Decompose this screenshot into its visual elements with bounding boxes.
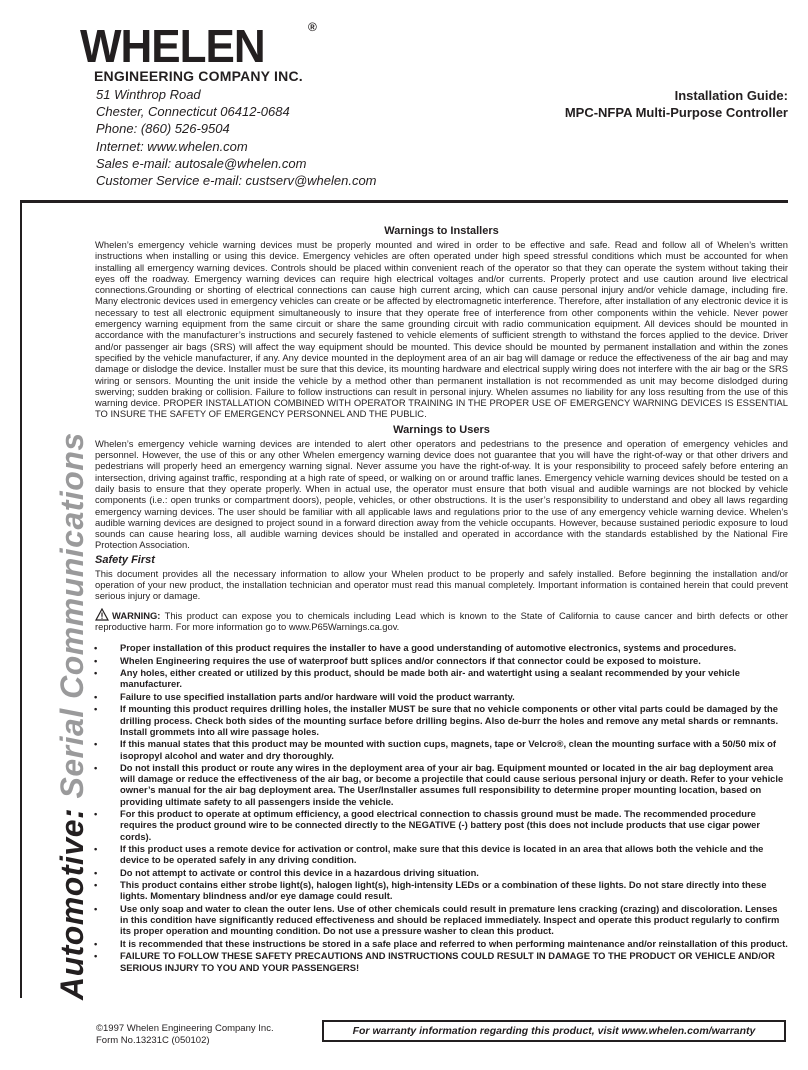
warning-triangle-icon [95,608,109,621]
installers-heading: Warnings to Installers [384,225,499,237]
logo-wordmark: WHELEN [80,21,265,73]
address-sales-email: Sales e-mail: autosale@whelen.com [96,155,307,171]
safety-bullet-list [95,642,788,973]
whelen-logo [80,18,320,74]
safety-body: This document provides all the necessary information to allow your Whelen product to be properly and safely installed. Before beginning the installation and/or operation of your new product, the installation technician and operator must read this manual completely. Important information is contained herein that could prevent serious injury or damage. [95,567,788,602]
sidebar-category [54,432,91,1000]
prop65-warning [95,608,788,633]
list-item: • Do not attempt to activate or control this device in a hazardous driving situation. [95,867,788,878]
installers-body: Whelen’s emergency vehicle warning devices must be properly mounted and wired in order to be effective and safe. Read and follow all of Whelen’s written instructions when installing or using this device. Emergency vehicles are often operated under high speed stressful conditions which must be accounted for when installing all emergency warning devices. Controls should be placed within convenient reach of the operator so that they can operate the system without taking their eyes off the roadway. Emergency warning devices can require high electrical voltages and/or currents. Properly protect and use caution around live electrical connections.Grounding or shorting of electrical connections can cause high current arcing, which can cause personal injury and/or vehicle damage, including fire. Many electronic devices used in emergency vehicles can create or be affected by electromagnetic interference. Therefore, after installation of any electronic device it is necessary to test all electronic equipment simultaneously to insure that they operate free of interference from other components within the vehicle. Never power emergency warning equipment from the same circuit or share the same grounding circuit with radio communication equipment. All devices should be mounted in accordance with the manufacturer’s instructions and securely fastened to vehicle elements of sufficient strength to withstand the forces applied to the device. Driver and/or passenger air bags (SRS) will affect the way equipment should be mounted. This device should be mounted by permanent installation and within the zones specified by the vehicle manufacturer, if any. Any device mounted in the deployment area of an air bag will damage or reduce the effectiveness of the air bag and may damage or dislodge the device. Installer must be sure that this device, its mounting hardware and electrical supply wiring does not interfere with the air bag or the SRS wiring or sensors. Mounting the unit inside the vehicle by a method other than permanent installation is not recommended as unit may become dislodged during swerving; sudden braking or collision. Failure to follow instructions can result in personal injury. Whelen assumes no liability for any loss resulting from the use of this warning device. PROPER INSTALLATION COMBINED WITH OPERATOR TRAINING IN THE PROPER USE OF EMERGENCY WARNING DEVICES IS ESSENTIAL TO INSURE THE SAFETY OF EMERGENCY PERSONNEL AND THE PUBLIC. [95,239,788,420]
list-item: • FAILURE TO FOLLOW THESE SAFETY PRECAUTIONS AND INSTRUCTIONS COULD RESULT IN DAMAGE TO THE PRODUCT OR VEHICLE AND/OR SERIOUS INJURY TO YOU AND YOUR PASSENGERS! [95,950,788,972]
list-item: • If this product uses a remote device for activation or control, make sure that this device is located in an area that allows both the vehicle and the device to be operated safely in any driving condition. [95,843,788,865]
left-divider [20,203,22,998]
list-item: • It is recommended that these instructions be stored in a safe place and referred to when performing maintenance and/or reinstallation of this product. [95,938,788,949]
address-internet: Internet: www.whelen.com [96,138,248,154]
list-item: • For this product to operate at optimum efficiency, a good electrical connection to chassis ground must be made. The recommended procedure requires the product ground wire to be connected directly to the NEGATIVE (-) battery post (this does not include products that use cigar power cords). [95,808,788,842]
footer-copyright-block [96,1023,274,1047]
guide-label: Installation Guide: [674,88,788,103]
list-item: • Failure to use specified installation parts and/or hardware will void the product warranty. [95,691,788,702]
warranty-notice [322,1020,786,1042]
guide-product: MPC-NFPA Multi-Purpose Controller [564,105,788,120]
address-phone: Phone: (860) 526-9504 [96,121,230,137]
installation-guide-title [565,87,788,121]
users-heading: Warnings to Users [393,423,490,436]
list-item: • Whelen Engineering requires the use of waterproof butt splices and/or connectors if that connector could be exposed to moisture. [95,655,788,666]
list-item: • If mounting this product requires drilling holes, the installer MUST be sure that no vehicle components or other vital parts could be damaged by the drilling process. Check both sides of the mounting surface before drilling begins. Also de-burr the holes and remove any metal shards or remnants. Install grommets into all wire passage holes. [95,703,788,737]
copyright-text: ©1997 Whelen Engineering Company Inc. [96,1023,274,1034]
warning-text: This product can expose you to chemicals including Lead which is known to the State of California to cause cancer and birth defects or other reproductive harm. For more information go to www.P65Warnings.ca.gov. [95,609,788,632]
address-street: 51 Winthrop Road [96,87,201,102]
top-divider [20,200,788,203]
list-item: • Proper installation of this product requires the installer to have a good understanding of automotive electronics, systems and procedures. [95,642,788,653]
list-item: • This product contains either strobe light(s), halogen light(s), high-intensity LEDs or a combination of these lights. Do not stare directly into these lights. Momentary blindness and/or eye damage could result. [95,879,788,901]
safety-heading: Safety First [95,553,155,566]
main-content [95,225,788,974]
users-body: Whelen’s emergency vehicle warning devices are intended to alert other operators and pedestrians to the presence and operation of emergency vehicles and personnel. However, the use of this or any other Whelen emergency warning device does not guarantee that you will have the right-of-way or that other drivers and pedestrians will properly heed an emergency warning signal. Never assume you have the right-of-way. It is your responsibility to proceed safely before entering an intersection, driving against traffic, responding at a high rate of speed, or walking on or around traffic lanes. Emergency vehicle warning devices should be tested on a daily basis to ensure that they operate properly. When in actual use, the operator must ensure that both visual and audible warnings are not blocked by vehicle components (i.e.: open trunks or compartment doors), people, vehicles, or other obstructions. It is the user’s responsibility to understand and obey all laws regarding emergency warning devices. The user should be familiar with all applicable laws and regulations prior to the use of any emergency vehicle warning device. Whelen’s audible warning devices are designed to project sound in a forward direction away from the vehicle occupants. However, because sustained periodic exposure to loud sounds can cause hearing loss, all audible warning devices should be installed and operated in accordance with the standards established by the National Fire Protection Association. [95,437,788,551]
address-city: Chester, Connecticut 06412-0684 [96,104,290,120]
form-number: Form No.13231C (050102) [96,1035,210,1046]
warning-label: WARNING: [112,609,161,621]
list-item: • Any holes, either created or utilized by this product, should be made both air- and watertight using a sealant recommended by your vehicle manufacturer. [95,667,788,689]
sidebar-category-serial: Serial Communications [54,432,90,808]
company-address [96,86,377,189]
company-name: ENGINEERING COMPANY INC. [94,68,303,84]
registered-mark: ® [308,20,317,34]
list-item: • If this manual states that this product may be mounted with suction cups, magnets, tape or Velcro®, clean the mounting surface with a 50/50 mix of isopropyl alcohol and water and dry thoroughly. [95,738,788,760]
address-service-email: Customer Service e-mail: custserv@whelen.com [96,173,377,189]
list-item: • Do not install this product or route any wires in the deployment area of your air bag. Equipment mounted or located in the air bag deployment area will damage or reduce the effectiveness of the air bag, or become a projectile that could cause serious personal injury or death. Refer to your vehicle owner’s manual for the air bag deployment area. The User/Installer assumes full responsibility to determine proper mounting location, based on providing ultimate safety to all passengers inside the vehicle. [95,762,788,807]
list-item: • Use only soap and water to clean the outer lens. Use of other chemicals could result in premature lens cracking (crazing) and discoloration. Lenses in this condition have significantly reduced effectiveness and should be replaced immediately. Inspect and operate this product regularly to confirm its proper operation and mounting condition. Do not use a pressure washer to clean this product. [95,903,788,937]
sidebar-category-automotive: Automotive: [54,807,90,1000]
warranty-text: For warranty information regarding this product, visit www.whelen.com/warranty [352,1025,756,1037]
